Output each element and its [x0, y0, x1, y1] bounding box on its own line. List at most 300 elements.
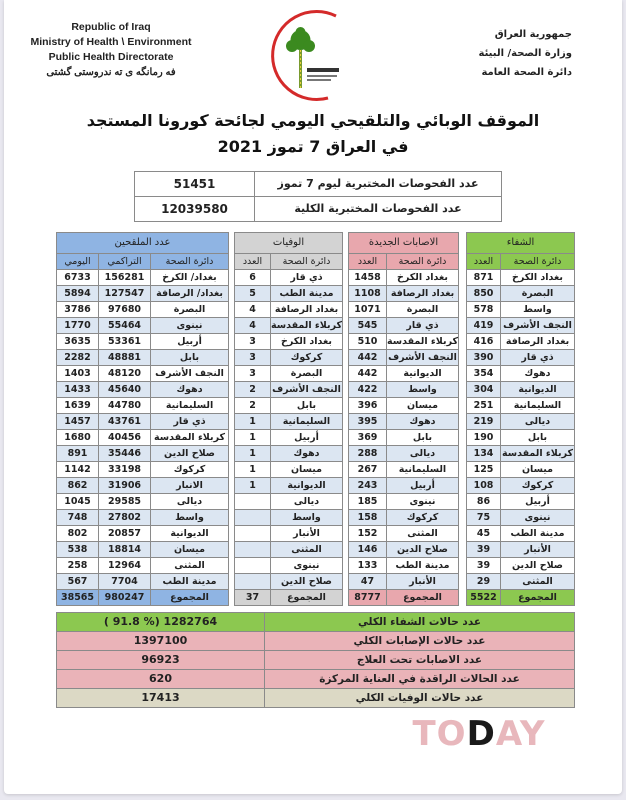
new-cases-body — [349, 270, 459, 606]
report-date-title: في العراق 7 تموز 2021 — [217, 137, 409, 156]
table-row — [57, 446, 229, 462]
table-row — [467, 302, 575, 318]
table-row — [349, 350, 459, 366]
count-cell: 871 — [467, 270, 501, 286]
watermark-text: AY — [495, 714, 546, 754]
table-row — [57, 334, 229, 350]
directorate-cell: كربلاء المقدسة — [387, 334, 459, 350]
count-cell: 4 — [235, 302, 271, 318]
daily-cell: 258 — [57, 558, 99, 574]
count-cell: 395 — [349, 414, 387, 430]
daily-cell: 862 — [57, 478, 99, 494]
count-cell: 5 — [235, 286, 271, 302]
directorate-cell: كركوك — [387, 510, 459, 526]
directorate-cell: الديوانية — [271, 478, 343, 494]
vaccinated-table — [56, 232, 229, 606]
directorate-cell: بابل — [501, 430, 575, 446]
directorate-cell: الأنبار — [387, 574, 459, 590]
new-cases-title: الاصابات الجديدة — [349, 233, 459, 254]
directorate-header: دائرة الصحة — [151, 254, 229, 270]
table-row — [235, 446, 343, 462]
directorate-cell: الديوانية — [501, 382, 575, 398]
count-cell: 1 — [235, 430, 271, 446]
cumulative-cell: 55464 — [99, 318, 151, 334]
count-cell: 133 — [349, 558, 387, 574]
total-value: 8777 — [349, 590, 387, 606]
total-tests-value: 12039580 — [135, 197, 255, 222]
table-row — [235, 286, 343, 302]
directorate-cell: بغداد/ الكرخ — [151, 270, 229, 286]
count-cell: 354 — [467, 366, 501, 382]
table-row — [57, 526, 229, 542]
directorate-cell: بغداد الرصافة — [501, 334, 575, 350]
directorate-cell: ميسان — [501, 462, 575, 478]
ministry-logo-icon — [266, 8, 361, 103]
summary-row-active — [57, 651, 575, 670]
directorate-cell: السليمانية — [151, 398, 229, 414]
directorate-cell: البصرة — [387, 302, 459, 318]
count-cell — [235, 510, 271, 526]
arabic-header-line: دائرة الصحة العامة — [481, 67, 572, 78]
count-cell: 1 — [235, 462, 271, 478]
directorate-cell: صلاح الدين — [387, 542, 459, 558]
directorate-cell: مدينة الطب — [151, 574, 229, 590]
table-row — [467, 382, 575, 398]
table-row — [349, 446, 459, 462]
count-header: العدد — [349, 254, 387, 270]
table-row — [467, 270, 575, 286]
directorate-cell: أربيل — [501, 494, 575, 510]
count-cell: 1071 — [349, 302, 387, 318]
directorate-cell: كركوك — [151, 462, 229, 478]
directorate-cell: كربلاء المقدسة — [271, 318, 343, 334]
kurdish-header-line: فه رمانگه ی ته ندروستی گشتی — [46, 67, 176, 78]
table-row — [467, 430, 575, 446]
total-value: 980247 — [99, 590, 151, 606]
daily-cell: 1770 — [57, 318, 99, 334]
count-cell: 304 — [467, 382, 501, 398]
table-row — [467, 478, 575, 494]
directorate-cell: البصرة — [271, 366, 343, 382]
table-row — [235, 526, 343, 542]
directorate-cell: النجف الأشرف — [387, 350, 459, 366]
table-row — [349, 270, 459, 286]
total-label: المجموع — [387, 590, 459, 606]
summary-label: عدد حالات الشفاء الكلي — [265, 613, 575, 632]
table-row — [57, 350, 229, 366]
directorate-cell: النجف الأشرف — [501, 318, 575, 334]
arabic-header-line: وزارة الصحة/ البيئة — [478, 48, 572, 59]
count-cell: 108 — [467, 478, 501, 494]
count-cell: 369 — [349, 430, 387, 446]
deaths-title: الوفيات — [235, 233, 343, 254]
directorate-cell: دهوك — [501, 366, 575, 382]
count-cell: 125 — [467, 462, 501, 478]
table-row — [235, 414, 343, 430]
table-row — [349, 318, 459, 334]
summary-row-recoveries — [57, 613, 575, 632]
directorate-cell: أربيل — [387, 478, 459, 494]
count-cell: 75 — [467, 510, 501, 526]
count-cell — [235, 526, 271, 542]
count-cell: 251 — [467, 398, 501, 414]
directorate-cell: صلاح الدين — [501, 558, 575, 574]
summary-label: عدد الاصابات تحت العلاج — [265, 651, 575, 670]
cumulative-cell: 40456 — [99, 430, 151, 446]
cumulative-cell: 53361 — [99, 334, 151, 350]
table-row — [57, 574, 229, 590]
directorate-cell: كركوك — [501, 478, 575, 494]
count-cell: 39 — [467, 542, 501, 558]
cumulative-cell: 20857 — [99, 526, 151, 542]
count-cell: 39 — [467, 558, 501, 574]
cumulative-cell: 156281 — [99, 270, 151, 286]
table-row — [235, 494, 343, 510]
total-label: المجموع — [271, 590, 343, 606]
total-row — [349, 590, 459, 606]
directorate-cell: دهوك — [387, 414, 459, 430]
directorate-cell: مدينة الطب — [271, 286, 343, 302]
table-row — [235, 270, 343, 286]
directorate-cell: بغداد الكرخ — [271, 334, 343, 350]
directorate-cell: ميسان — [271, 462, 343, 478]
directorate-cell: بغداد الرصافة — [387, 286, 459, 302]
table-row — [467, 542, 575, 558]
directorate-cell: المثنى — [501, 574, 575, 590]
count-cell: 442 — [349, 366, 387, 382]
daily-cell: 538 — [57, 542, 99, 558]
cumulative-cell: 29585 — [99, 494, 151, 510]
daily-cell: 1403 — [57, 366, 99, 382]
table-row — [349, 382, 459, 398]
table-row — [467, 414, 575, 430]
table-row — [57, 494, 229, 510]
table-row — [235, 302, 343, 318]
directorate-cell: بغداد/ الرصافة — [151, 286, 229, 302]
count-cell: 442 — [349, 350, 387, 366]
count-header: العدد — [467, 254, 501, 270]
table-row — [235, 430, 343, 446]
arabic-header-line: جمهورية العراق — [494, 29, 572, 40]
count-cell: 396 — [349, 398, 387, 414]
directorate-cell: المثنى — [271, 542, 343, 558]
directorate-cell: أربيل — [151, 334, 229, 350]
table-row — [235, 334, 343, 350]
directorate-header: دائرة الصحة — [501, 254, 575, 270]
table-row — [467, 446, 575, 462]
count-cell: 2 — [235, 398, 271, 414]
summary-row-infections — [57, 632, 575, 651]
deaths-table — [234, 232, 343, 606]
vaccinated-body — [57, 270, 229, 606]
count-cell: 1 — [235, 414, 271, 430]
count-cell: 510 — [349, 334, 387, 350]
directorate-cell: بغداد الرصافة — [271, 302, 343, 318]
table-row — [57, 382, 229, 398]
directorate-cell: ذي قار — [387, 318, 459, 334]
cumulative-cell: 27802 — [99, 510, 151, 526]
table-row — [349, 302, 459, 318]
english-header — [26, 20, 196, 80]
count-cell: 578 — [467, 302, 501, 318]
directorate-cell: ديالى — [271, 494, 343, 510]
daily-tests-label: عدد الفحوصات المختبرية ليوم 7 تموز — [255, 172, 502, 197]
lab-tests-table — [134, 171, 502, 222]
count-cell: 545 — [349, 318, 387, 334]
table-row — [235, 558, 343, 574]
directorate-cell: كربلاء المقدسة — [151, 430, 229, 446]
table-row — [235, 542, 343, 558]
table-row — [467, 318, 575, 334]
directorate-cell: ديالى — [387, 446, 459, 462]
table-row — [57, 558, 229, 574]
count-cell: 219 — [467, 414, 501, 430]
daily-cell: 891 — [57, 446, 99, 462]
summary-value: 17413 — [57, 689, 265, 708]
directorate-cell: المثنى — [151, 558, 229, 574]
count-cell: 267 — [349, 462, 387, 478]
total-label: المجموع — [151, 590, 229, 606]
count-cell: 416 — [467, 334, 501, 350]
cumulative-header: التراكمي — [99, 254, 151, 270]
directorate-cell: كركوك — [271, 350, 343, 366]
table-row — [349, 366, 459, 382]
count-cell: 1108 — [349, 286, 387, 302]
directorate-cell: واسط — [271, 510, 343, 526]
daily-tests-row — [135, 172, 502, 197]
table-row — [57, 270, 229, 286]
daily-cell: 3635 — [57, 334, 99, 350]
daily-header: اليومي — [57, 254, 99, 270]
directorate-cell: بابل — [151, 350, 229, 366]
table-row — [467, 510, 575, 526]
summary-label: عدد حالات الإصابات الكلي — [265, 632, 575, 651]
table-row — [235, 510, 343, 526]
today-watermark — [384, 712, 574, 756]
daily-cell: 5894 — [57, 286, 99, 302]
count-cell: 86 — [467, 494, 501, 510]
directorate-header: دائرة الصحة — [271, 254, 343, 270]
directorate-cell: واسط — [501, 302, 575, 318]
cumulative-cell: 31906 — [99, 478, 151, 494]
table-row — [57, 366, 229, 382]
daily-cell: 1045 — [57, 494, 99, 510]
total-tests-row — [135, 197, 502, 222]
directorate-cell: بغداد الكرخ — [501, 270, 575, 286]
count-cell — [235, 558, 271, 574]
directorate-cell: الأنبار — [501, 542, 575, 558]
table-row — [235, 398, 343, 414]
daily-cell: 1457 — [57, 414, 99, 430]
cumulative-cell: 48881 — [99, 350, 151, 366]
table-row — [235, 318, 343, 334]
count-cell: 1 — [235, 478, 271, 494]
daily-cell: 1142 — [57, 462, 99, 478]
count-cell: 288 — [349, 446, 387, 462]
table-row — [235, 478, 343, 494]
count-cell: 3 — [235, 350, 271, 366]
total-value: 38565 — [57, 590, 99, 606]
count-cell: 2 — [235, 382, 271, 398]
table-row — [235, 366, 343, 382]
table-row — [349, 526, 459, 542]
directorate-cell: نينوى — [501, 510, 575, 526]
table-row — [349, 414, 459, 430]
recoveries-table — [466, 232, 575, 606]
daily-tests-value: 51451 — [135, 172, 255, 197]
daily-cell: 1639 — [57, 398, 99, 414]
count-cell: 47 — [349, 574, 387, 590]
cumulative-cell: 48120 — [99, 366, 151, 382]
total-row — [235, 590, 343, 606]
directorate-cell: الديوانية — [387, 366, 459, 382]
count-cell: 1 — [235, 446, 271, 462]
table-row — [57, 302, 229, 318]
directorate-cell: البصرة — [151, 302, 229, 318]
directorate-cell: السليمانية — [387, 462, 459, 478]
count-cell — [235, 494, 271, 510]
directorate-cell: دهوك — [151, 382, 229, 398]
table-row — [349, 462, 459, 478]
directorate-cell: صلاح الدين — [151, 446, 229, 462]
directorate-cell: النجف الأشرف — [151, 366, 229, 382]
table-row — [57, 478, 229, 494]
count-cell: 243 — [349, 478, 387, 494]
table-row — [467, 286, 575, 302]
english-header-line: Ministry of Health \ Environment — [30, 36, 192, 48]
count-cell — [235, 574, 271, 590]
count-header: العدد — [235, 254, 271, 270]
table-row — [57, 430, 229, 446]
directorate-cell: ذي قار — [151, 414, 229, 430]
cumulative-cell: 44780 — [99, 398, 151, 414]
directorate-cell: السليمانية — [501, 398, 575, 414]
table-row — [467, 398, 575, 414]
table-row — [349, 542, 459, 558]
directorate-cell: ميسان — [387, 398, 459, 414]
count-cell: 390 — [467, 350, 501, 366]
directorate-cell: واسط — [151, 510, 229, 526]
total-label: المجموع — [501, 590, 575, 606]
table-row — [467, 366, 575, 382]
count-cell: 158 — [349, 510, 387, 526]
daily-cell: 748 — [57, 510, 99, 526]
daily-cell: 567 — [57, 574, 99, 590]
count-cell: 45 — [467, 526, 501, 542]
table-row — [57, 318, 229, 334]
recoveries-title: الشفاء — [467, 233, 575, 254]
deaths-body — [235, 270, 343, 606]
total-row — [57, 590, 229, 606]
directorate-cell: السليمانية — [271, 414, 343, 430]
directorate-cell: مدينة الطب — [387, 558, 459, 574]
table-row — [349, 334, 459, 350]
summary-value: 96923 — [57, 651, 265, 670]
cumulative-cell: 45640 — [99, 382, 151, 398]
directorate-cell: نينوى — [387, 494, 459, 510]
table-row — [349, 558, 459, 574]
directorate-cell: صلاح الدين — [271, 574, 343, 590]
count-cell: 419 — [467, 318, 501, 334]
count-cell — [235, 542, 271, 558]
daily-cell: 2282 — [57, 350, 99, 366]
daily-cell: 802 — [57, 526, 99, 542]
total-value: 37 — [235, 590, 271, 606]
table-row — [57, 398, 229, 414]
count-cell: 29 — [467, 574, 501, 590]
directorate-cell: ديالى — [501, 414, 575, 430]
count-cell: 134 — [467, 446, 501, 462]
table-row — [467, 494, 575, 510]
directorate-cell: الديوانية — [151, 526, 229, 542]
count-cell: 190 — [467, 430, 501, 446]
cumulative-cell: 43761 — [99, 414, 151, 430]
directorate-cell: بابل — [387, 430, 459, 446]
daily-cell: 6733 — [57, 270, 99, 286]
directorate-cell: دهوك — [271, 446, 343, 462]
count-cell: 146 — [349, 542, 387, 558]
directorate-cell: ديالى — [151, 494, 229, 510]
count-cell: 152 — [349, 526, 387, 542]
count-cell: 422 — [349, 382, 387, 398]
table-row — [349, 478, 459, 494]
directorate-header: دائرة الصحة — [387, 254, 459, 270]
table-row — [467, 334, 575, 350]
directorate-cell: النجف الأشرف — [271, 382, 343, 398]
summary-label: عدد حالات الوفيات الكلي — [265, 689, 575, 708]
english-header-line: Public Health Directorate — [48, 51, 174, 63]
directorate-cell: ميسان — [151, 542, 229, 558]
count-cell: 1458 — [349, 270, 387, 286]
directorate-cell: مدينة الطب — [501, 526, 575, 542]
directorate-cell: البصرة — [501, 286, 575, 302]
summary-row-icu — [57, 670, 575, 689]
table-row — [57, 462, 229, 478]
summary-table — [56, 612, 575, 708]
table-row — [349, 510, 459, 526]
table-row — [57, 510, 229, 526]
directorate-cell: نينوى — [271, 558, 343, 574]
bulletin-page — [4, 0, 622, 794]
count-cell: 4 — [235, 318, 271, 334]
table-row — [57, 286, 229, 302]
count-cell: 850 — [467, 286, 501, 302]
vaccinated-title: عدد الملقحين — [57, 233, 229, 254]
count-cell: 185 — [349, 494, 387, 510]
watermark-text: TO — [412, 714, 467, 754]
daily-cell: 1680 — [57, 430, 99, 446]
directorate-cell: واسط — [387, 382, 459, 398]
directorate-cell: الأنبار — [271, 526, 343, 542]
cumulative-cell: 35446 — [99, 446, 151, 462]
table-row — [467, 574, 575, 590]
directorate-cell: بابل — [271, 398, 343, 414]
summary-label: عدد الحالات الراقدة في العناية المركزة — [265, 670, 575, 689]
total-value: 5522 — [467, 590, 501, 606]
daily-cell: 1433 — [57, 382, 99, 398]
daily-cell: 3786 — [57, 302, 99, 318]
count-cell: 3 — [235, 366, 271, 382]
table-row — [235, 462, 343, 478]
directorate-cell: بغداد الكرخ — [387, 270, 459, 286]
watermark-text: D — [466, 714, 496, 754]
directorate-cell: الانبار — [151, 478, 229, 494]
table-row — [467, 462, 575, 478]
summary-value: ( 91.8 %) 1282764 — [57, 613, 265, 632]
table-row — [57, 414, 229, 430]
directorate-cell: أربيل — [271, 430, 343, 446]
table-row — [349, 494, 459, 510]
